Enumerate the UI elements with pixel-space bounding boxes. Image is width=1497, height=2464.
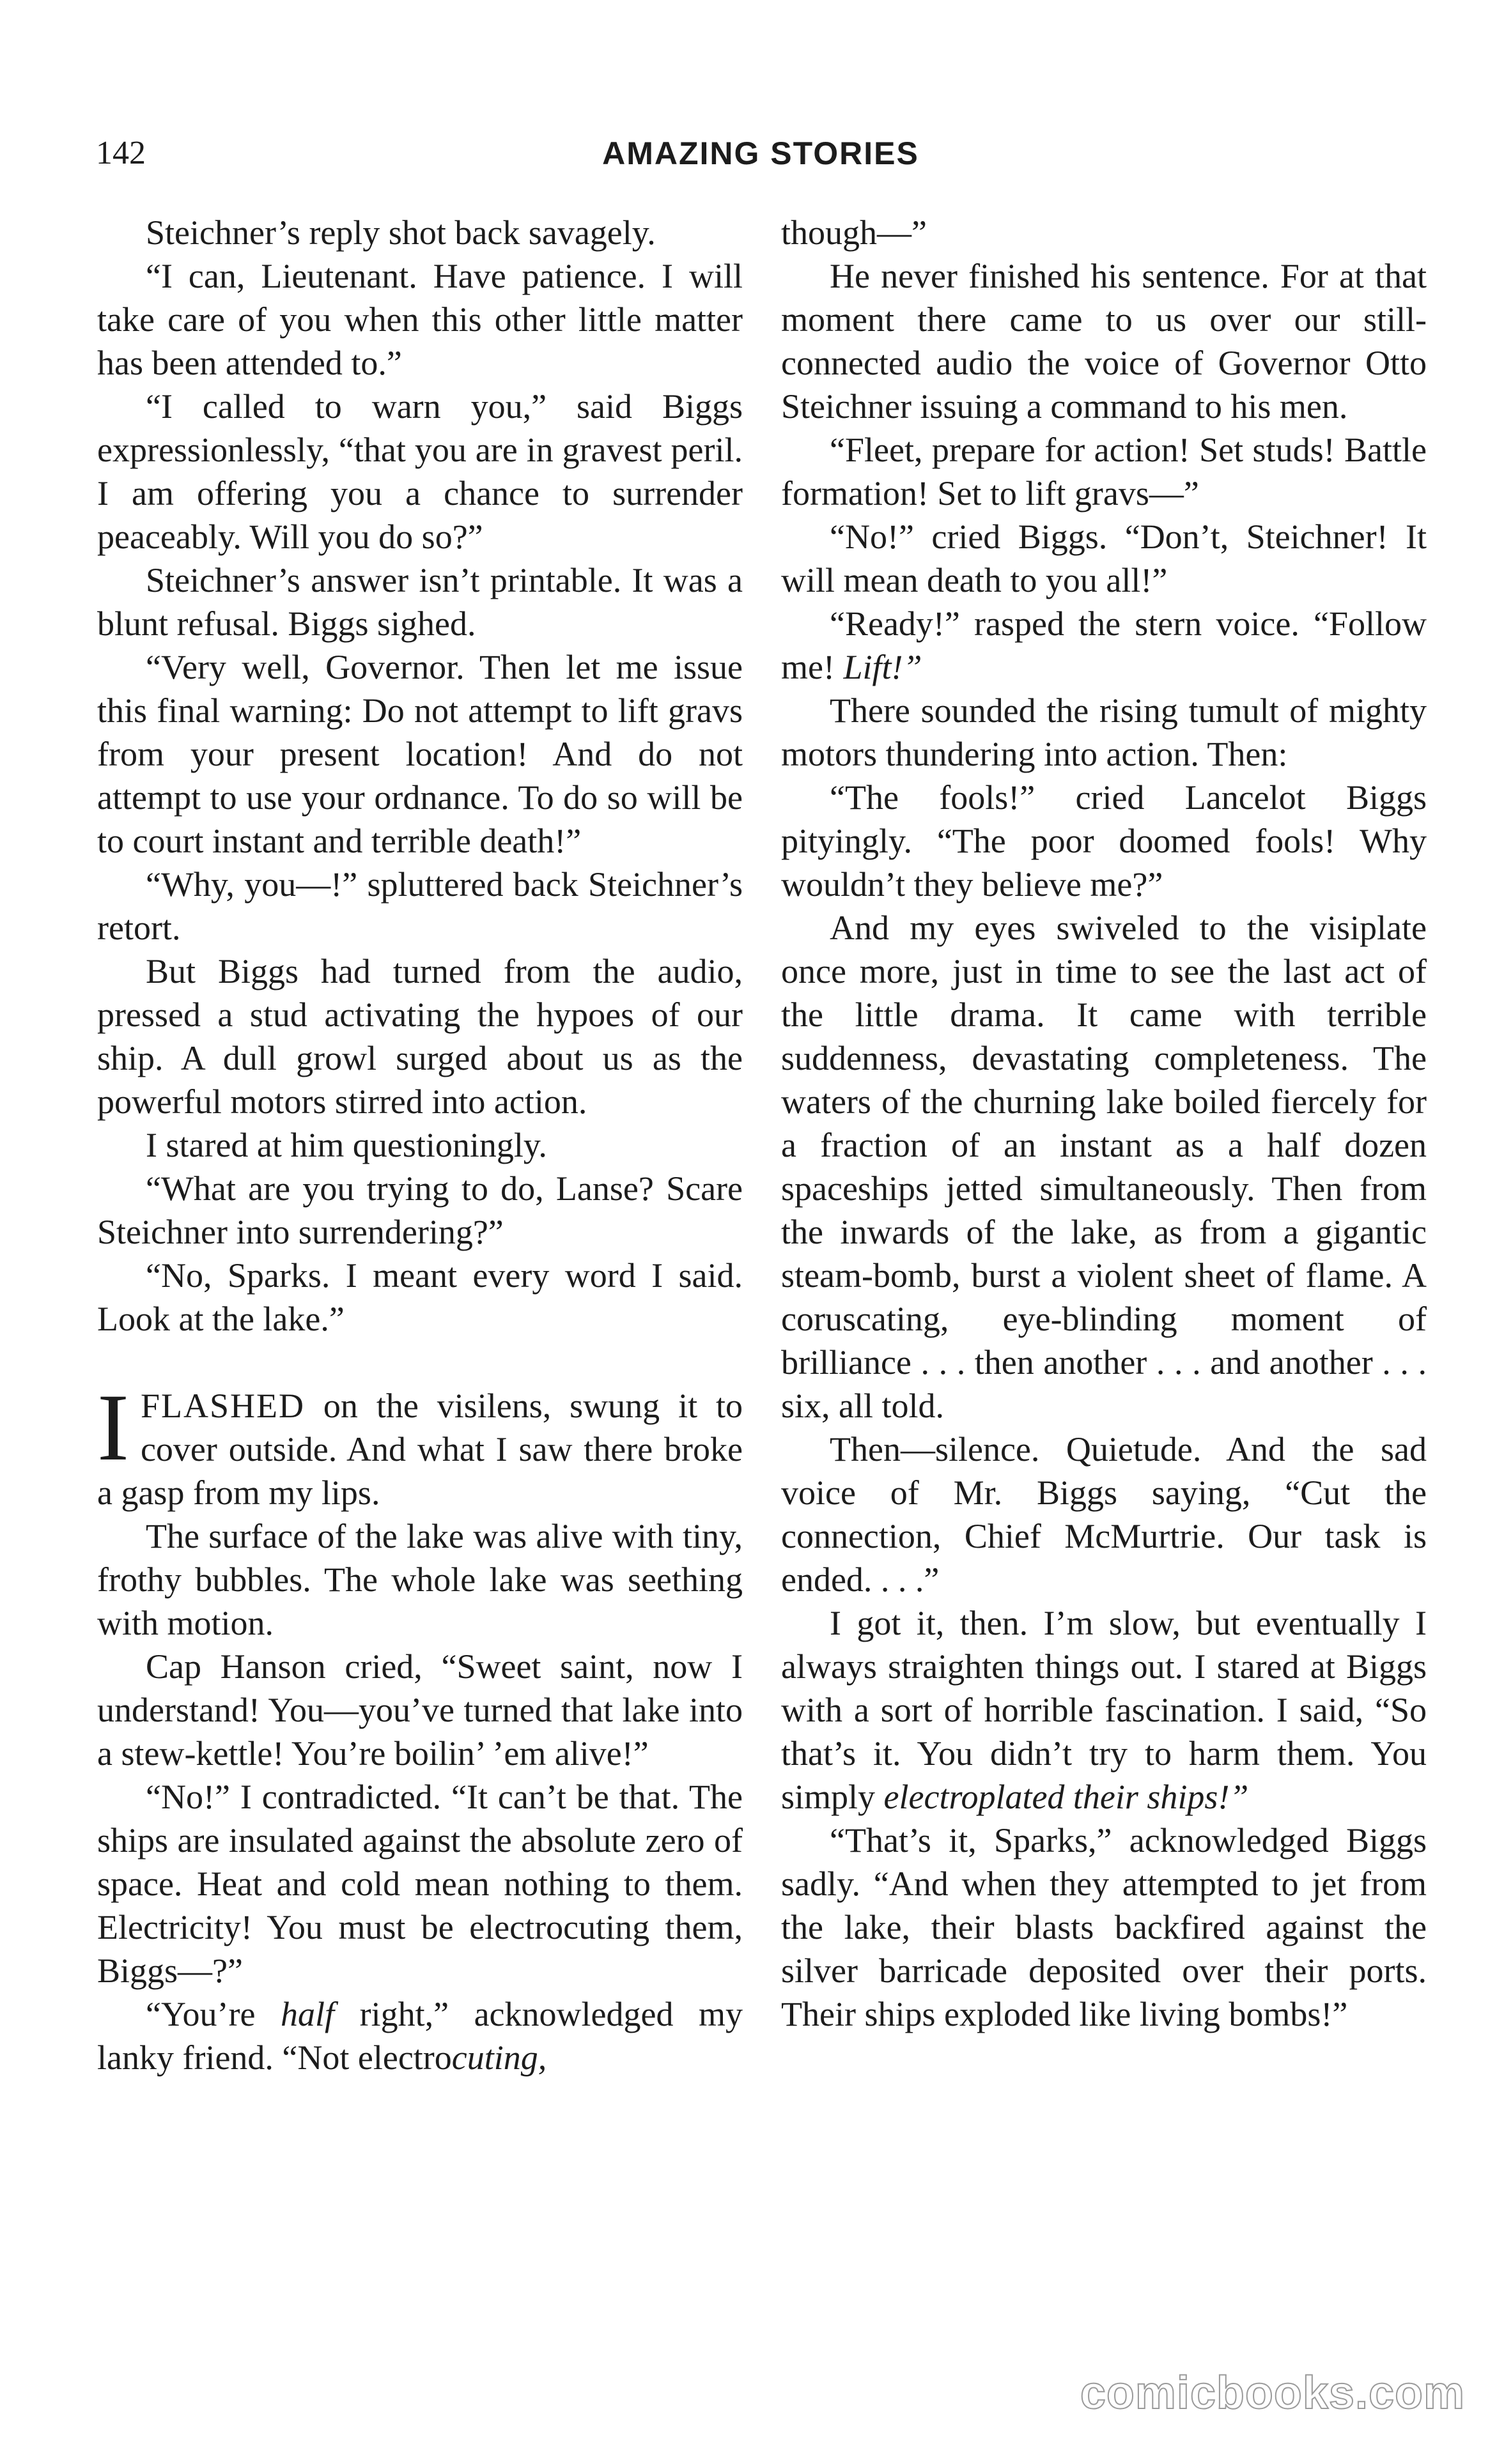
paragraph-text: right,” acknowledged my lanky friend. “Not electro bbox=[97, 1995, 743, 2077]
paragraph: Steichner’s reply shot back savagely. bbox=[146, 213, 656, 252]
page-header bbox=[96, 128, 1425, 179]
paragraph-text: “You’re bbox=[146, 1995, 281, 2033]
italic-text: electroplated their ships!” bbox=[883, 1778, 1249, 1816]
paragraph: “No!” I contradicted. “It can’t be that. The ships are insulated against the absolute zero of space. Heat and cold mean nothing to them. Electricity! You must be electrocuting them, Biggs—?” bbox=[97, 1778, 743, 1990]
paragraph-text: I got it, then. I’m slow, but eventually I always straighten things out. I stared at Biggs with a sort of horrible fascination. I said, “So that’s it. You didn’t try to harm them. You simply bbox=[781, 1604, 1427, 1816]
paragraph: Steichner’s answer isn’t printable. It was a blunt refusal. Biggs sighed. bbox=[97, 561, 743, 643]
paragraph: The surface of the lake was alive with tiny, frothy bubbles. The whole lake was seething with motion. bbox=[97, 1517, 743, 1642]
paragraph: “I can, Lieutenant. Have patience. I will take care of you when this other little matter has been attended to.” bbox=[97, 257, 743, 382]
page-number: 142 bbox=[96, 135, 146, 171]
paragraph bbox=[97, 1992, 743, 2079]
paragraph-text: “Ready!” rasped the stern voice. “Follow me! bbox=[781, 604, 1427, 686]
smallcaps-lead: FLASHED bbox=[140, 1387, 305, 1425]
italic-text: cuting, bbox=[451, 2038, 547, 2077]
paragraph: “No, Sparks. I meant every word I said. Look at the lake.” bbox=[97, 1256, 743, 1338]
right-column bbox=[781, 211, 1427, 2036]
watermark: comicbooks.com bbox=[1080, 2368, 1465, 2419]
paragraph-text: on the visilens, swung it to cover outside. And what I saw there broke a gasp from my lips. bbox=[97, 1387, 743, 1512]
paragraph: “Very well, Governor. Then let me issue this final warning: Do not attempt to lift gravs from your present location! And do not attempt to use your ordnance. To do so will be to court instant and terrible death!” bbox=[97, 648, 743, 860]
paragraph bbox=[781, 1601, 1427, 1819]
paragraph bbox=[781, 602, 1427, 689]
section-opening-paragraph bbox=[97, 1374, 743, 1514]
paragraph: “What are you trying to do, Lanse? Scare Steichner into surrendering?” bbox=[97, 1169, 743, 1251]
paragraph: And my eyes swiveled to the visiplate once more, just in time to see the last act of the little drama. It came with terrible suddenness, devastating completeness. The waters of the churning lake boiled fiercely for a fraction of an instant as a half dozen spaceships jetted simultaneously. Then from the inwards of the lake, as from a gigantic steam-bomb, burst a violent sheet of flame. A coruscating, eye-blinding moment of brilliance . . . then another . . . and another . . . six, all told. bbox=[781, 909, 1427, 1425]
paragraph: I stared at him questioningly. bbox=[146, 1126, 547, 1164]
paragraph: “That’s it, Sparks,” acknowledged Biggs sadly. “And when they attempted to jet from the lake, their blasts backfired against the silver barricade deposited over their ports. Their ships exploded like living bombs!” bbox=[781, 1821, 1427, 2033]
paragraph: But Biggs had turned from the audio, pressed a stud activating the hypoes of our ship. A dull growl surged about us as the powerful motors stirred into action. bbox=[97, 952, 743, 1121]
italic-text: half bbox=[281, 1995, 335, 2033]
italic-text: Lift!” bbox=[843, 648, 922, 686]
paragraph: Cap Hanson cried, “Sweet saint, now I understand! You—you’ve turned that lake into a stew-kettle! You’re boilin’ ’em alive!” bbox=[97, 1647, 743, 1773]
paragraph: “No!” cried Biggs. “Don’t, Steichner! It will mean death to you all!” bbox=[781, 518, 1427, 599]
running-head: AMAZING STORIES bbox=[602, 135, 919, 171]
paragraph: Then—silence. Quietude. And the sad voice of Mr. Biggs saying, “Cut the connection, Chief McMurtrie. Our task is ended. . . .” bbox=[781, 1430, 1427, 1599]
paragraph: There sounded the rising tumult of mighty motors thundering into action. Then: bbox=[781, 691, 1427, 773]
paragraph-continuation: though—” bbox=[781, 213, 927, 252]
paragraph: “The fools!” cried Lancelot Biggs pityingly. “The poor doomed fools! Why wouldn’t they believe me?” bbox=[781, 778, 1427, 904]
left-column bbox=[97, 211, 743, 2079]
paragraph: He never finished his sentence. For at that moment there came to us over our still-connected audio the voice of Governor Otto Steichner issuing a command to his men. bbox=[781, 257, 1427, 426]
paragraph: “Fleet, prepare for action! Set studs! Battle formation! Set to lift gravs—” bbox=[781, 431, 1427, 512]
paragraph: “I called to warn you,” said Biggs expressionlessly, “that you are in gravest peril. I am offering you a chance to surrender peaceably. Will you do so?” bbox=[97, 387, 743, 556]
paragraph: “Why, you—!” spluttered back Steichner’s retort. bbox=[97, 865, 743, 947]
drop-cap-letter: I bbox=[97, 1374, 129, 1481]
